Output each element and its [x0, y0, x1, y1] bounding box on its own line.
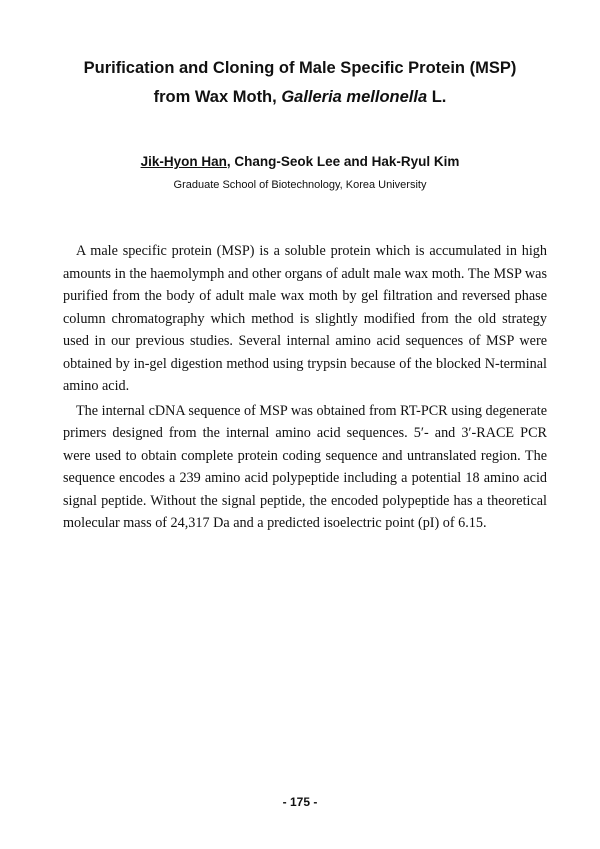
title-line-2-suffix: L. — [427, 88, 447, 106]
title-line-1: Purification and Cloning of Male Specific Protein (MSP) — [83, 59, 517, 77]
abstract-body — [63, 240, 547, 537]
page-number: - 175 - — [282, 795, 318, 809]
co-authors: , Chang-Seok Lee and Hak-Ryul Kim — [226, 154, 460, 169]
paper-title — [40, 54, 560, 112]
title-line-2-prefix: from Wax Moth, — [153, 88, 282, 106]
presenting-author: Jik-Hyon Han — [140, 154, 227, 169]
title-line-2 — [40, 83, 560, 112]
affiliation: Graduate School of Biotechnology, Korea University — [173, 179, 427, 191]
abstract-paragraph: A male specific protein (MSP) is a soluble protein which is accumulated in high amounts in the haemolymph and other organs of adult male wax moth. The MSP was purified from the body of adult male wax moth by gel filtration and reversed phase column chromatography which method is slightly modified from the old strategy used in our previous studies. Several internal amino acid sequences of MSP were obtained by in-gel digestion method using trypsin because of the blocked N-terminal amino acid. — [63, 243, 547, 394]
author-list — [60, 152, 540, 172]
species-name: Galleria mellonella — [281, 88, 428, 106]
abstract-paragraph: The internal cDNA sequence of MSP was obtained from RT-PCR using degenerate primers designed from the internal amino acid sequences. 5′- and 3′-RACE PCR were used to obtain complete protein coding sequence and untranslated region. The sequence encodes a 239 amino acid polypeptide including a potential 18 amino acid signal peptide. Without the signal peptide, the encoded polypeptide has a theoretical molecular mass of 24,317 Da and a predicted isoelectric point (pI) of 6.15. — [63, 402, 547, 531]
